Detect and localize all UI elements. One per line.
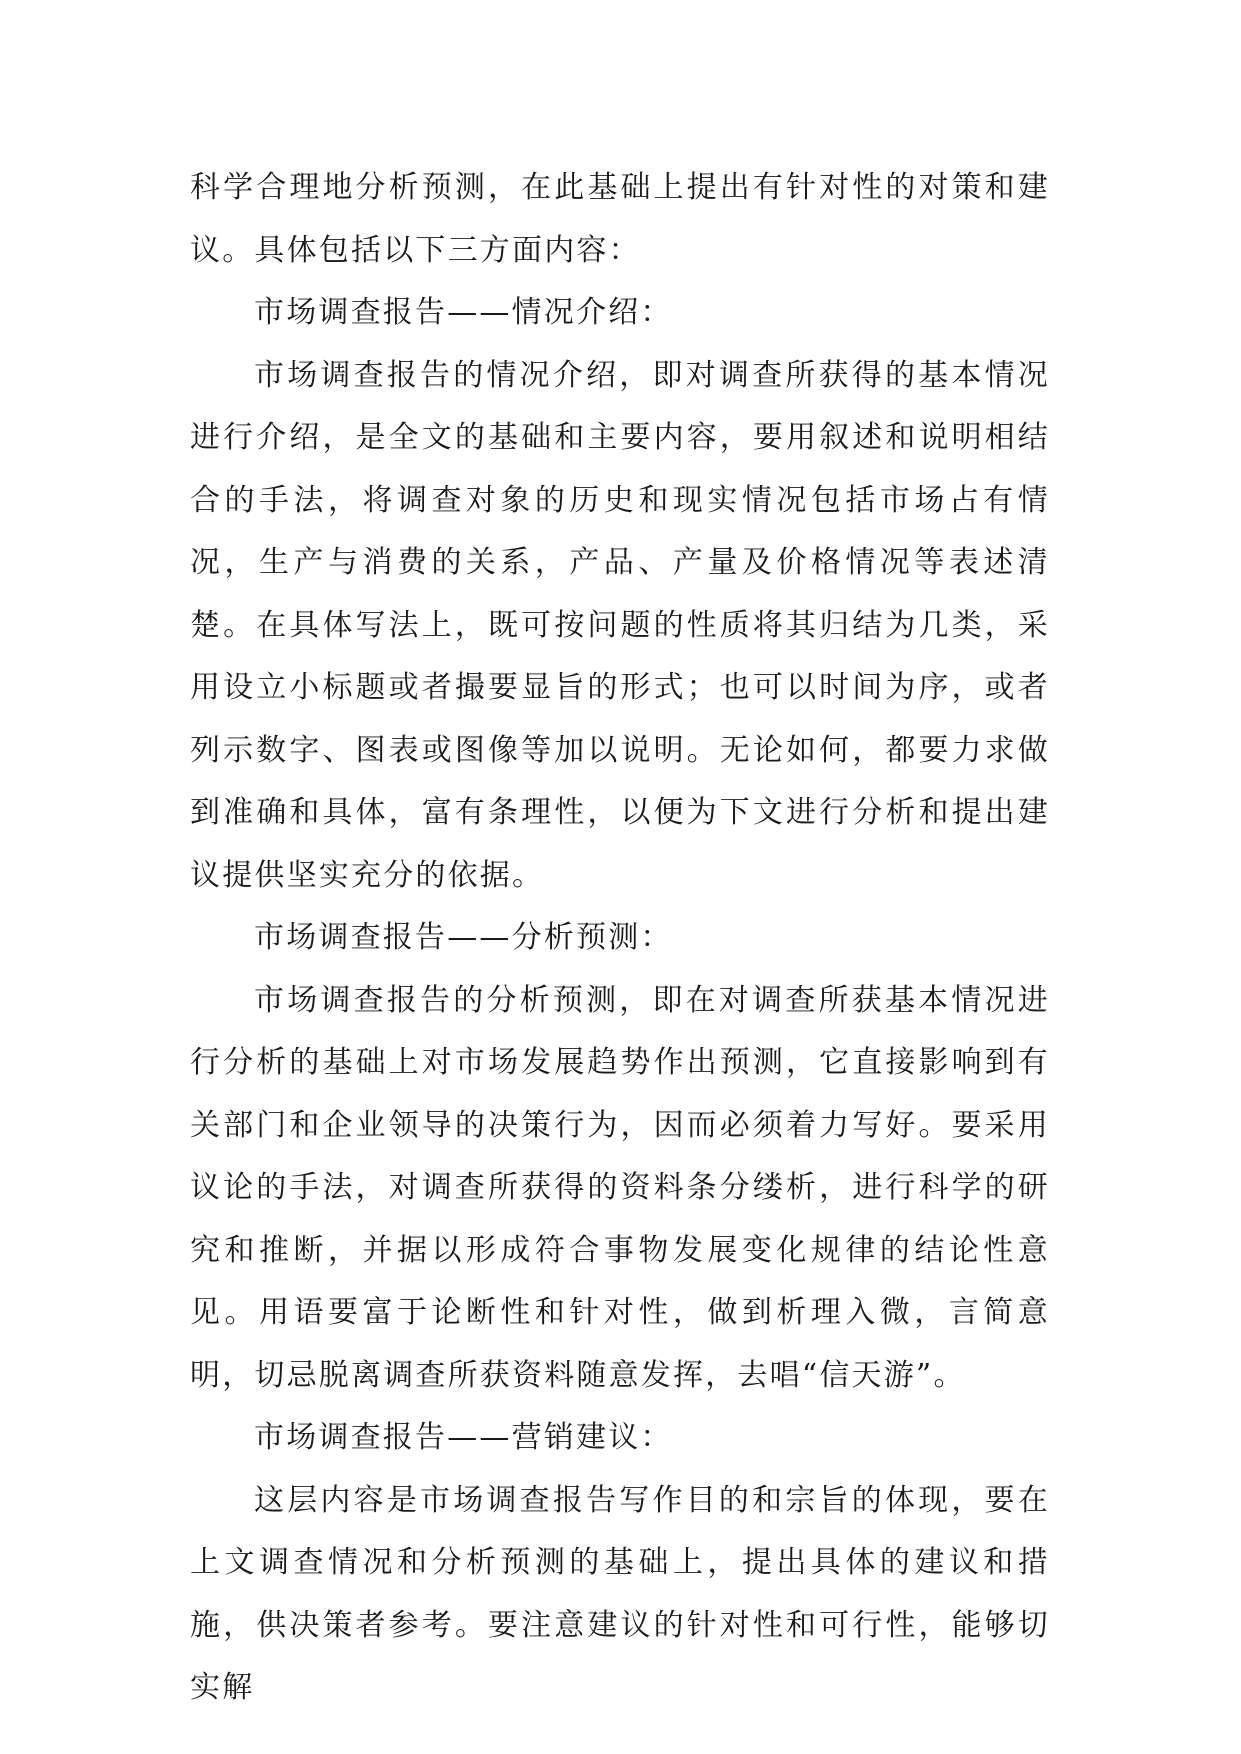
paragraph-suggestions: 这层内容是市场调查报告写作目的和宗旨的体现，要在上文调查情况和分析预测的基础上，提出具体的建议和措施，供决策者参考。要注意建议的针对性和可行性，能够切实解 <box>190 1482 1050 1705</box>
section-heading-analysis: 市场调查报告——分析预测： <box>254 920 673 955</box>
paragraph-analysis: 市场调查报告的分析预测，即在对调查所获基本情况进行分析的基础上对市场发展趋势作出预测，它直接影响到有关部门和企业领导的决策行为，因而必须着力写好。要采用议论的手法，对调查所获得的资料条分缕析，进行科学的研究和推断，并据以形成符合事物发展变化规律的结论性意见。用语要富于论断性和针对性，做到析理入微，言简意明，切忌脱离调查所获资料随意发挥，去唱“信天游”。 <box>190 982 1050 1393</box>
paragraph-situation: 市场调查报告的情况介绍，即对调查所获得的基本情况进行介绍，是全文的基础和主要内容，要用叙述和说明相结合的手法，将调查对象的历史和现实情况包括市场占有情况，生产与消费的关系，产品、产量及价格情况等表述清楚。在具体写法上，既可按问题的性质将其归结为几类，采用设立小标题或者撮要显旨的形式；也可以时间为序，或者列示数字、图表或图像等加以说明。无论如何，都要力求做到准确和具体，富有条理性，以便为下文进行分析和提出建议提供坚实充分的依据。 <box>190 357 1050 893</box>
section-heading-situation: 市场调查报告——情况介绍： <box>254 295 673 330</box>
paragraph-continuation: 科学合理地分析预测，在此基础上提出有针对性的对策和建议。具体包括以下三方面内容： <box>190 170 1050 268</box>
section-heading-suggestions: 市场调查报告——营销建议： <box>254 1420 673 1455</box>
document-body <box>190 157 1050 1720</box>
